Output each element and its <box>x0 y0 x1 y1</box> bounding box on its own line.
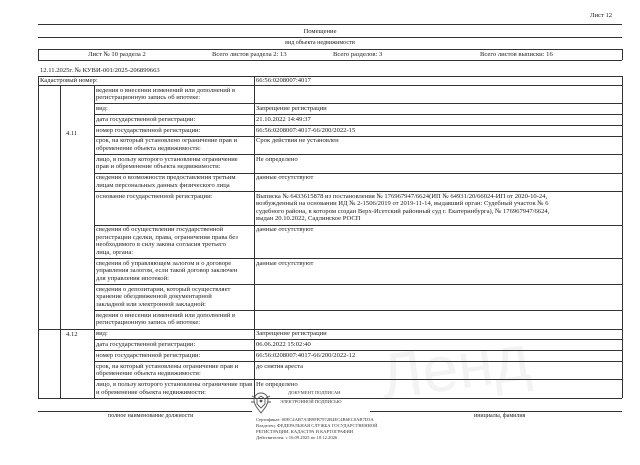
row-label: прав и обременение объекта недвижимости: <box>96 163 221 171</box>
cadastral-number-label: Кадастровый номер: <box>40 77 98 84</box>
row-label: регистрационную запись об ипотеке: <box>96 319 201 327</box>
row-label: лицо, в пользу которого установлены ограничение прав <box>96 381 253 388</box>
stamp-line-2: ЭЛЕКТРОННОЙ ПОДПИСЬЮ <box>280 399 342 404</box>
record-section-number: 4.11 <box>66 130 78 137</box>
row-label: необходимого в силу закона согласия третьего <box>96 241 226 249</box>
record-section-number: 4.12 <box>66 330 78 338</box>
row-label: регистрации сделки, права, ограничения права без <box>96 233 238 241</box>
row-value: данные отсутствуют <box>256 174 314 182</box>
row-label: обременение объекта недвижимости: <box>96 145 201 152</box>
sheet-number: Лист 12 <box>590 12 613 19</box>
row-label: сведения о депозитарии, который осуществляет <box>96 285 231 293</box>
row-label: лицо, в пользу которого установлены ограничение <box>96 155 238 163</box>
row-value: выдан 20.10.2022, Садлинское РОСП <box>256 215 361 223</box>
stamp-line-1: ДОКУМЕНТ ПОДПИСАН <box>288 390 341 395</box>
row-value: Срок действия не установлен <box>256 137 339 145</box>
row-value: Не определено <box>256 155 298 163</box>
emblem-icon <box>250 390 272 416</box>
row-value: судебного района, в котором создан Верх-Исетский районный суд г. Екатеринбурга), № 176967947/6624, <box>256 207 550 215</box>
row-label: лицам персональных данных физического лица <box>96 181 230 189</box>
row-value: Запрещение регистрации <box>256 330 327 338</box>
row-value: данные отсутствуют <box>256 259 314 267</box>
row-value: Не определено <box>256 381 298 388</box>
row-label: и обременение объекта недвижимости: <box>96 388 206 396</box>
row-label: управления залогом, если такой договор заключен <box>96 267 238 275</box>
name-caption: инициалы, фамилия <box>474 413 526 419</box>
row-label: ведения о внесении изменений или дополнений в <box>96 86 236 94</box>
cadastral-number-value: 66:56:0208007:4017 <box>256 77 311 84</box>
row-label: закладной или электронной закладной: <box>96 301 206 308</box>
row-label: сведения об осуществлении государственной <box>96 226 224 234</box>
row-label: ведения о внесении изменений или дополнений в <box>96 311 236 319</box>
row-label: сведения о возможности предоставления третьим <box>96 174 236 182</box>
row-label: срок, на который установлены ограничение прав и <box>96 362 239 370</box>
stamp-line-5: РЕГИСТРАЦИИ, КАДАСТРА И КАРТОГРАФИИ <box>256 429 354 434</box>
row-label: дата государственной регистрации: <box>96 115 196 123</box>
position-caption: полное наименование должности <box>108 413 194 419</box>
row-value: Запрещение регистрации <box>256 105 327 112</box>
total-sections: Всего разделов: 3 <box>333 51 383 58</box>
total-extract-sheets: Всего листов выписки: 16 <box>480 51 553 58</box>
extract-id: 12.11.2025г. № КУВИ-001/2025-206899663 <box>40 67 160 74</box>
row-value: возбужденный на основании ИД № 2-1506/2019 от 2019-11-14, выдавший орган: Судебный участок № 6 <box>256 200 549 208</box>
row-value: 66:56:0208007:4017-66/200/2022-12 <box>256 351 356 359</box>
stamp-line-4: Владелец: ФЕДЕРАЛЬНАЯ СЛУЖБА ГОСУДАРСТВЕННОЙ <box>256 423 378 428</box>
watermark: Ленд <box>375 320 535 414</box>
row-value: 06.06.2022 15:02:40 <box>256 341 311 348</box>
row-value: 21.10.2022 14:49:37 <box>256 115 311 123</box>
row-label: регистрационную запись об ипотеке: <box>96 94 201 102</box>
row-label: номер государственной регистрации: <box>96 351 201 359</box>
row-value: 66:56:0208007:4017-66/200/2022-15 <box>256 126 356 134</box>
total-section-sheets: Всего листов раздела 2: 13 <box>212 51 287 58</box>
row-value: Выписка № 6433615878 из постановления № 176967947/6624(ИП № 64931/20/66024-ИП от 2020-10-24, <box>256 192 548 200</box>
row-label: хранение обездвиженной документарной <box>96 293 212 301</box>
row-label: сведения об управляющем залогом и о договоре <box>96 259 232 267</box>
row-label: дата государственной регистрации: <box>96 341 196 348</box>
row-label: срок, на который установлено ограничение прав и <box>96 137 238 145</box>
row-value: до снятия ареста <box>256 362 304 370</box>
row-label: вид: <box>96 105 108 112</box>
stamp-line-3: Сертификат: 00EC4AB7A3B9FB7972B4EC4B6EC0AB7D3A <box>256 417 374 422</box>
row-label: лица, органа: <box>96 249 134 256</box>
row-label: для управления ипотекой: <box>96 275 169 282</box>
e-signature-stamp <box>250 386 378 460</box>
stamp-line-6: Действителен: с 16.09.2025 по 10.12.2026 <box>256 435 338 440</box>
object-type-title: Помещение <box>303 28 337 35</box>
row-label: обременение объекта недвижимости: <box>96 370 201 378</box>
sheet-of-section: Лист № 10 раздела 2 <box>88 51 146 58</box>
row-label: основание государственной регистрации: <box>96 192 213 200</box>
row-label: номер государственной регистрации: <box>96 126 201 134</box>
row-value: данные отсутствуют <box>256 226 314 234</box>
object-type-caption: вид объекта недвижимости <box>285 40 355 46</box>
row-label: вид: <box>96 330 108 338</box>
